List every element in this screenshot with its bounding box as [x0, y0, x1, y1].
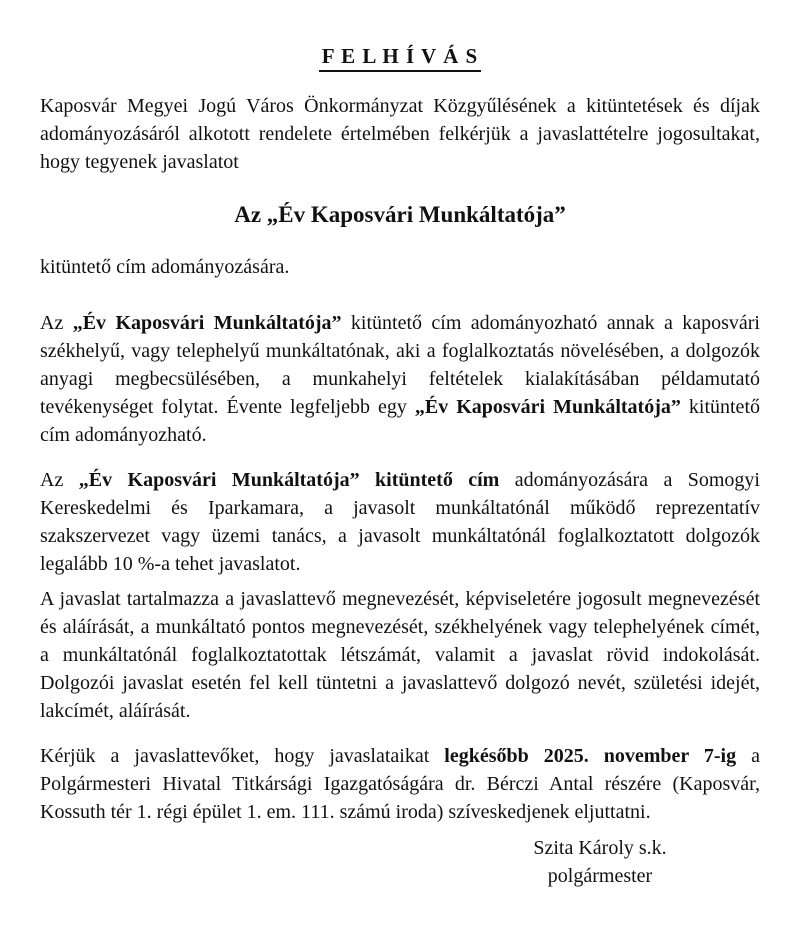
proposal-contents-paragraph: A javaslat tartalmazza a javaslattevő megnevezését, képviseletére jogosult megnevezését és aláírását, a munkáltató pontos megnevezését, székhelyének vagy telephelyének címét, a munkáltatónál foglalkoztatottak létszámát, valamit a javaslat rövid indokolását. Dolgozói javaslat esetén fel kell tüntetni a javaslattevő dolgozó nevét, születési idejét, lakcímét, aláírását. — [40, 588, 760, 722]
deadline-paragraph: Kérjük a javaslattevőket, hogy javaslataikat legkésőbb 2025. november 7-ig a Polgármesteri Hivatal Titkársági Igazgatóságára dr. Bérczi Antal részére (Kaposvár, Kossuth tér 1. régi épület 1. em. 111. számú iroda) szíveskedjenek eljuttatni. — [40, 745, 760, 823]
signature-name: Szita Károly s.k. — [533, 837, 667, 859]
award-description-paragraph: Az „Év Kaposvári Munkáltatója” kitüntető cím adományozható annak a kaposvári székhelyű, vagy telephelyű munkáltatónak, aki a foglalkoztatás növelésében, a dolgozók anyagi megbecsülésében, a munkahelyi feltételek kialakításában példamutató tevékenységet folytat. Évente legfeljebb egy „Év Kaposvári Munkáltatója” kitüntető cím adományozható. — [40, 312, 760, 446]
signature-role: polgármester — [547, 865, 653, 887]
document-title-text: F E L H Í V Á S — [319, 44, 481, 72]
intro-paragraph: Kaposvár Megyei Jogú Város Önkormányzat Közgyűlésének a kitüntetések és díjak adományozásáról alkotott rendelete értelmében felkérjük a javaslattételre jogosultakat, hogy tegyenek javaslatot — [40, 95, 760, 173]
signature-block — [440, 834, 760, 890]
document-title — [40, 44, 760, 72]
award-title-heading: Az „Év Kaposvári Munkáltatója” — [234, 202, 566, 227]
nominators-paragraph: Az „Év Kaposvári Munkáltatója” kitüntető cím adományozására a Somogyi Kereskedelmi és Iparkamara, a javasolt munkáltatónál működő reprezentatív szakszervezet vagy üzemi tanács, a javasolt munkáltatónál foglalkoztatott dolgozók legalább 10 %-a tehet javaslatot. — [40, 469, 760, 575]
subtitle-paragraph: kitüntető cím adományozására. — [40, 256, 290, 278]
